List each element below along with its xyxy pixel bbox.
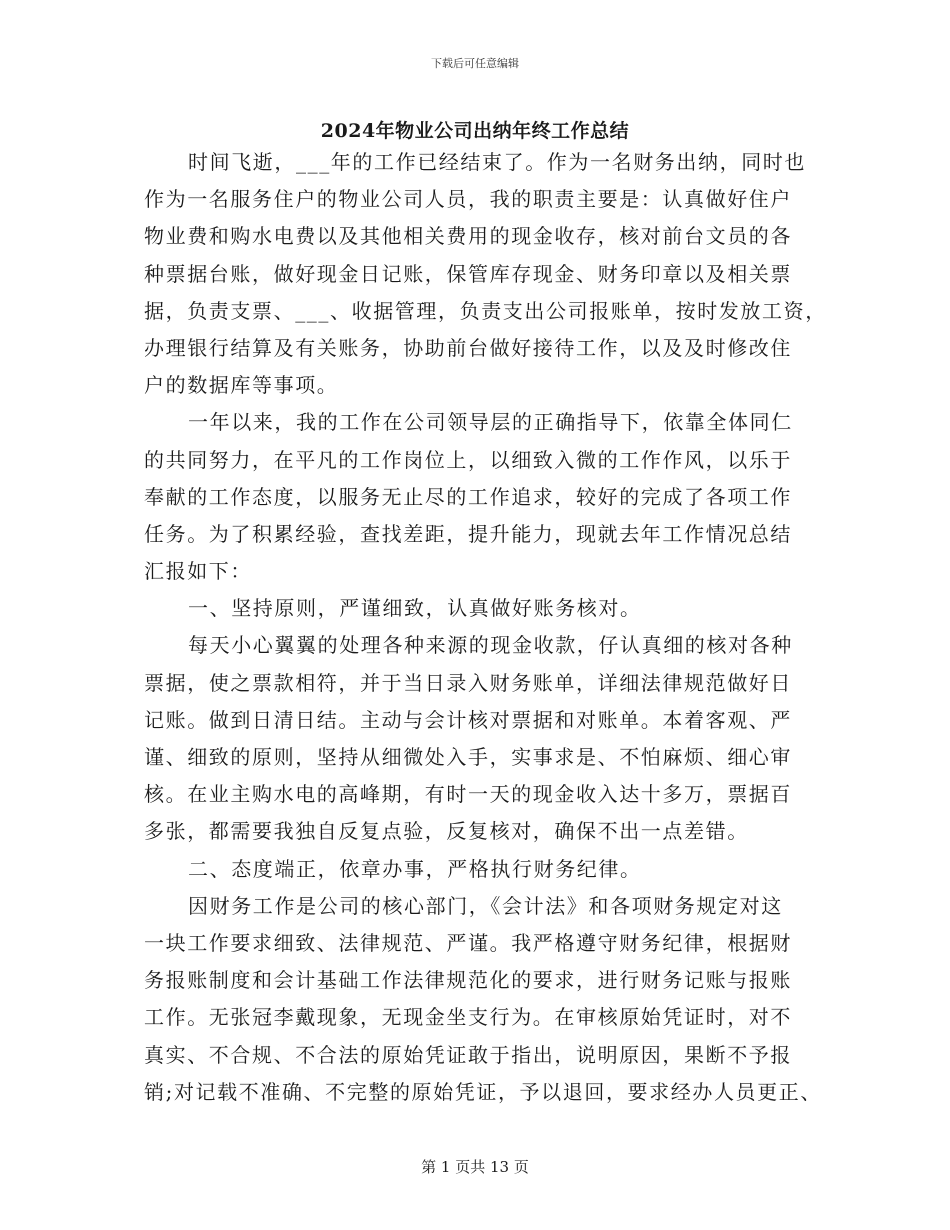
text-line: 谨、细致的原则，坚持从细微处入手，实事求是、不怕麻烦、细心审 xyxy=(144,745,792,769)
page-header: 下载后可任意编辑 xyxy=(431,57,519,70)
text-line: 务报账制度和会计基础工作法律规范化的要求，进行财务记账与报账 xyxy=(144,968,792,993)
document-title: 2024年物业公司出纳年终工作总结 xyxy=(320,120,630,142)
text-line: 核。在业主购水电的高峰期，有时一天的现金收入达十多万，票据百 xyxy=(144,782,792,807)
text-line: 每天小心翼翼的处理各种来源的现金收款，仔认真细的核对各种 xyxy=(188,633,793,658)
text-line: 奉献的工作态度，以服务无止尽的工作追求，较好的完成了各项工作 xyxy=(144,484,792,509)
text-line: 作为一名服务住户的物业公司人员，我的职责主要是：认真做好住户 xyxy=(144,187,792,212)
text-line: 物业费和购水电费以及其他相关费用的现金收存，核对前台文员的各 xyxy=(144,224,792,249)
text-line: 销;对记载不准确、不完整的原始凭证，予以退回，要求经办人员更正、 xyxy=(144,1079,822,1104)
text-line: 真实、不合规、不合法的原始凭证敢于指出，说明原因，果断不予报 xyxy=(144,1042,792,1067)
text-line: 任务。为了积累经验，查找差距，提升能力，现就去年工作情况总结 xyxy=(144,521,792,546)
text-line: 据，负责支票、___、收据管理，负责支出公司报账单，按时发放工资， xyxy=(144,298,827,323)
text-line: 汇报如下： xyxy=(144,559,252,584)
text-line: 一、坚持原则，严谨细致，认真做好账务核对。 xyxy=(188,596,642,621)
text-line: 种票据台账，做好现金日记账，保管库存现金、财务印章以及相关票 xyxy=(144,261,792,286)
text-line: 工作。无张冠李戴现象，无现金坐支行为。在审核原始凭证时，对不 xyxy=(144,1005,792,1030)
text-line: 的共同努力，在平凡的工作岗位上，以细致入微的工作作风，以乐于 xyxy=(144,447,792,472)
text-line: 多张，都需要我独自反复点验，反复核对，确保不出一点差错。 xyxy=(144,819,749,844)
text-line: 票据，使之票款相符，并于当日录入财务账单，详细法律规范做好日 xyxy=(144,670,792,695)
text-line: 户的数据库等事项。 xyxy=(144,373,339,398)
document-body xyxy=(144,144,827,1111)
text-line: 因财务工作是公司的核心部门，《会计法》和各项财务规定对这 xyxy=(188,893,783,918)
text-line: 二、态度端正，依章办事，严格执行财务纪律。 xyxy=(188,856,642,881)
text-line: 记账。做到日清日结。主动与会计核对票据和对账单。本着客观、严 xyxy=(144,707,792,732)
text-line: 时间飞逝，___年的工作已经结束了。作为一名财务出纳，同时也 xyxy=(188,150,806,174)
page-footer: 第 1 页共 13 页 xyxy=(421,1158,529,1176)
text-line: 一年以来，我的工作在公司领导层的正确指导下，依靠全体同仁 xyxy=(188,410,793,435)
text-line: 办理银行结算及有关账务，协助前台做好接待工作，以及及时修改住 xyxy=(144,335,792,360)
text-line: 一块工作要求细致、法律规范、严谨。我严格遵守财务纪律，根据财 xyxy=(144,930,792,955)
